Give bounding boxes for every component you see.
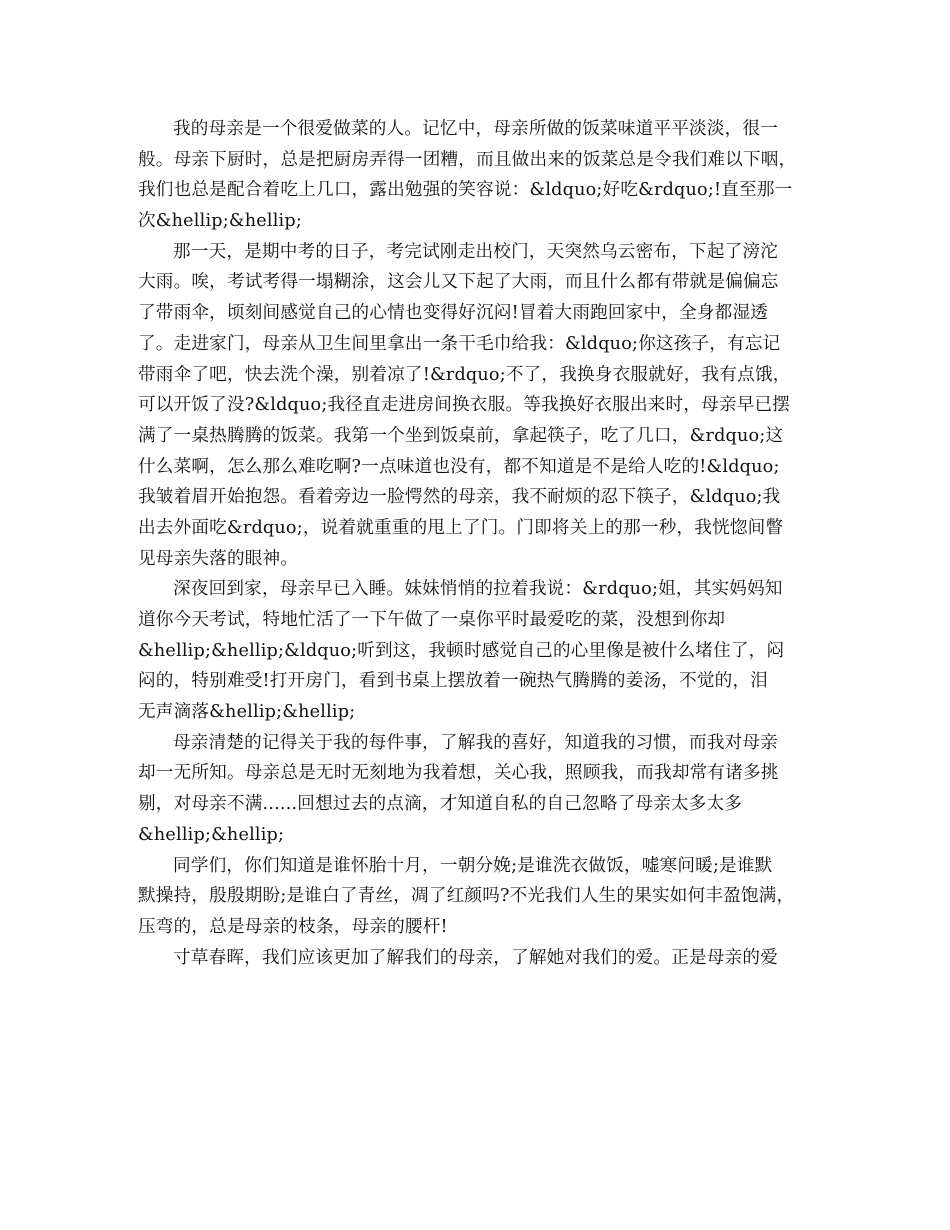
text-line: 般。母亲下厨时，总是把厨房弄得一团糟，而且做出来的饭菜总是令我们难以下咽， bbox=[138, 149, 797, 170]
text-line: 满了一桌热腾腾的饭菜。我第一个坐到饭桌前，拿起筷子，吃了几口，&rdquo;这 bbox=[138, 425, 784, 446]
text-line: 见母亲失落的眼神。 bbox=[138, 548, 299, 569]
text-line: 却一无所知。母亲总是无时无刻地为我着想，关心我，照顾我，而我却常有诸多挑 bbox=[138, 763, 779, 784]
text-line: 可以开饭了没?&ldquo;我径直走进房间换衣服。等我换好衣服出来时，母亲早已摆 bbox=[138, 395, 791, 416]
text-line: 那一天，是期中考的日子，考完试刚走出校门，天突然乌云密布，下起了滂沱 bbox=[173, 241, 778, 262]
text-line: 母亲清楚的记得关于我的每件事，了解我的喜好，知道我的习惯，而我对母亲 bbox=[173, 732, 778, 753]
text-line: 大雨。唉，考试考得一塌糊涂，这会儿又下起了大雨，而且什么都有带就是偏偏忘 bbox=[138, 272, 779, 293]
text-line: 道你今天考试，特地忙活了一下午做了一桌你平时最爱吃的菜，没想到你却 bbox=[138, 610, 726, 630]
text-line: 闷的，特别难受!打开房门，看到书桌上摆放着一碗热气腾腾的姜汤，不觉的，泪 bbox=[138, 671, 769, 692]
text-line: 深夜回到家，母亲早已入睡。妹妹悄悄的拉着我说：&rdquo;姐，其实妈妈知 bbox=[173, 579, 783, 600]
text-line: 了。走进家门，母亲从卫生间里拿出一条干毛巾给我：&ldquo;你这孩子，有忘记 bbox=[138, 333, 781, 354]
text-line: 压弯的，总是母亲的枝条，母亲的腰杆! bbox=[138, 916, 448, 937]
text-line: 带雨伞了吧，快去洗个澡，别着凉了!&rdquo;不了，我换身衣服就好，我有点饿， bbox=[138, 364, 791, 385]
essay-body bbox=[138, 114, 818, 973]
text-line: 了带雨伞，顷刻间感觉自己的心情也变得好沉闷!冒着大雨跑回家中，全身都湿透 bbox=[138, 303, 769, 324]
text-line: 默操持，殷殷期盼;是谁白了青丝，凋了红颜吗?不光我们人生的果实如何丰盈饱满， bbox=[138, 886, 795, 907]
text-line: 我的母亲是一个很爱做菜的人。记忆中，母亲所做的饭菜味道平平淡淡，很一 bbox=[173, 119, 778, 139]
text-line: 出去外面吃&rdquo;，说着就重重的甩上了门。门即将关上的那一秒，我恍惚间瞥 bbox=[138, 517, 784, 538]
text-line: 我皱着眉开始抱怨。看着旁边一脸愕然的母亲，我不耐烦的忍下筷子，&ldquo;我 bbox=[138, 487, 781, 508]
text-line: 我们也总是配合着吃上几口，露出勉强的笑容说：&ldquo;好吃&rdquo;!直至那一 bbox=[138, 180, 793, 201]
text-line: 次&hellip;&hellip; bbox=[138, 211, 302, 232]
text-line: 什么菜啊，怎么那么难吃啊?一点味道也没有，都不知道是不是给人吃的!&ldquo; bbox=[138, 456, 780, 477]
text-line: 同学们，你们知道是谁怀胎十月，一朝分娩;是谁洗衣做饭，嘘寒问暖;是谁默 bbox=[173, 855, 773, 876]
text-line: 无声滴落&hellip;&hellip; bbox=[138, 702, 356, 723]
text-line: &hellip;&hellip;&ldquo;听到这，我顿时感觉自己的心里像是被什么堵住了，闷 bbox=[138, 640, 785, 661]
text-line: 寸草春晖，我们应该更加了解我们的母亲，了解她对我们的爱。正是母亲的爱 bbox=[173, 947, 778, 968]
text-line: 剔，对母亲不满......回想过去的点滴，才知道自私的自己忽略了母亲太多太多 bbox=[138, 794, 743, 815]
text-line: &hellip;&hellip; bbox=[138, 824, 285, 845]
